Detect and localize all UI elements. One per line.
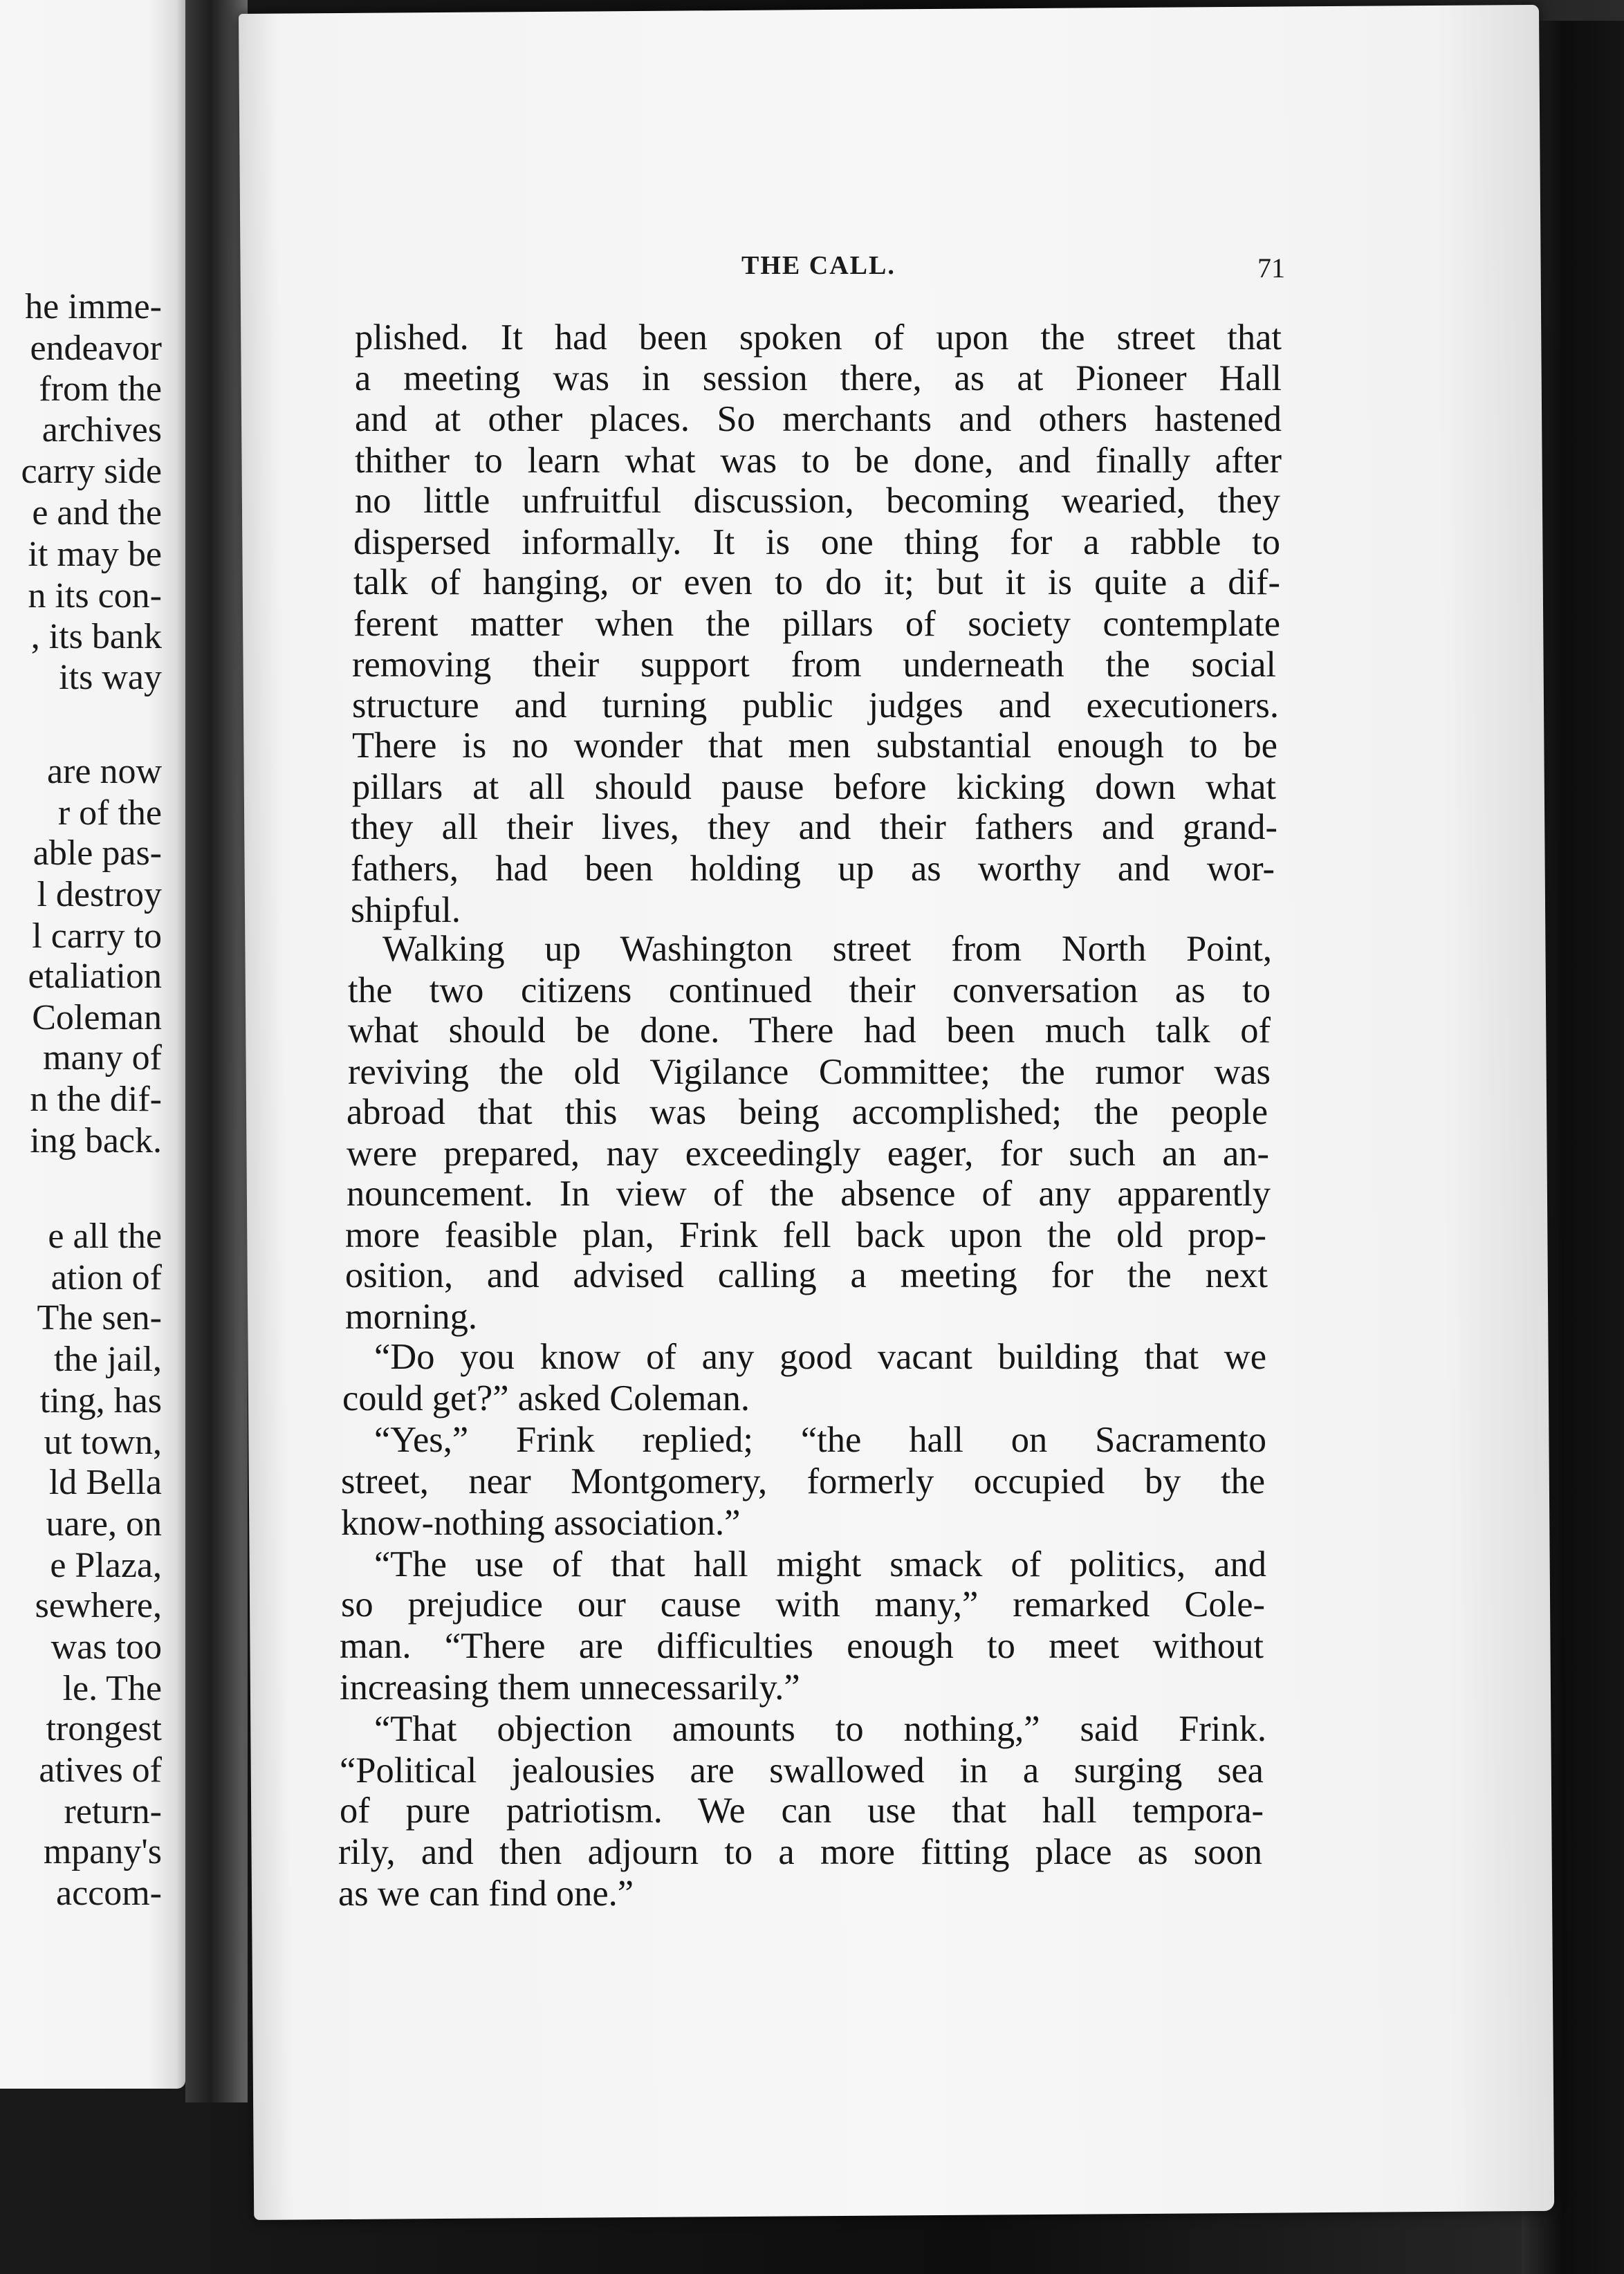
left-page-line: trongest bbox=[46, 1709, 162, 1748]
body-line: as we can find one.” bbox=[338, 1874, 634, 1914]
left-page-line: mpany's bbox=[43, 1832, 162, 1871]
body-line: pillars at all should pause before kicking down what bbox=[352, 767, 1276, 807]
body-line: reviving the old Vigilance Committee; the rumor was bbox=[348, 1052, 1271, 1092]
left-page-line: he imme- bbox=[25, 287, 162, 326]
body-line: Walking up Washington street from North Point, bbox=[382, 929, 1272, 969]
body-line: and at other places. So merchants and others hastened bbox=[355, 399, 1282, 439]
left-page-line: n its con- bbox=[28, 576, 162, 616]
left-page-line: l destroy bbox=[37, 875, 162, 914]
left-page-line: etaliation bbox=[28, 956, 162, 996]
left-page-line: e all the bbox=[48, 1217, 162, 1256]
body-line: ferent matter when the pillars of society contemplate bbox=[353, 604, 1280, 644]
body-line: they all their lives, they and their fathers and grand- bbox=[351, 807, 1277, 847]
left-page-line: archives bbox=[41, 410, 162, 450]
left-page-line: ld Bella bbox=[48, 1463, 162, 1502]
left-page-line: e and the bbox=[32, 493, 162, 533]
left-page-line: endeavor bbox=[30, 329, 162, 368]
body-line: were prepared, nay exceedingly eager, for such an an- bbox=[347, 1134, 1269, 1174]
body-line: abroad that this was being accomplished; the people bbox=[347, 1092, 1268, 1132]
body-line: plished. It had been spoken of upon the street that bbox=[355, 317, 1282, 358]
body-line: a meeting was in session there, as at Pioneer Hall bbox=[355, 358, 1282, 398]
body-line: shipful. bbox=[351, 890, 461, 930]
body-line: “Do you know of any good vacant building that we bbox=[374, 1337, 1266, 1377]
left-page-line: r of the bbox=[57, 793, 162, 833]
body-line: man. “There are difficulties enough to meet without bbox=[340, 1626, 1264, 1666]
body-line: “That objection amounts to nothing,” said Frink. bbox=[374, 1709, 1266, 1749]
left-page-line: accom- bbox=[55, 1874, 162, 1913]
left-page-line: uare, on bbox=[46, 1504, 162, 1544]
body-line: know-nothing association.” bbox=[341, 1503, 741, 1543]
body-line: “Yes,” Frink replied; “the hall on Sacramento bbox=[374, 1420, 1266, 1460]
left-page-line: n the dif- bbox=[30, 1080, 162, 1119]
body-line: no little unfruitful discussion, becoming wearied, they bbox=[355, 481, 1280, 521]
running-head: THE CALL. bbox=[741, 251, 896, 280]
left-page-line: ting, has bbox=[39, 1381, 162, 1421]
left-page-line: are now bbox=[46, 752, 162, 791]
left-page-line: ing back. bbox=[30, 1121, 162, 1161]
left-page-line: ut town, bbox=[44, 1423, 162, 1462]
body-line: of pure patriotism. We can use that hall tempora- bbox=[340, 1791, 1264, 1831]
body-line: street, near Montgomery, formerly occupied by the bbox=[341, 1461, 1265, 1501]
left-page-line: , its bank bbox=[30, 617, 162, 656]
body-line: osition, and advised calling a meeting for the next bbox=[345, 1255, 1268, 1295]
body-line: “The use of that hall might smack of politics, and bbox=[374, 1544, 1266, 1584]
left-page-line: many of bbox=[43, 1038, 162, 1078]
left-page-line: from the bbox=[39, 369, 162, 409]
body-line: talk of hanging, or even to do it; but it is quite a dif- bbox=[353, 562, 1280, 602]
body-line: what should be done. There had been much talk of bbox=[348, 1010, 1271, 1051]
left-page-line: sewhere, bbox=[35, 1586, 162, 1625]
body-line: rily, and then adjourn to a more fitting place as soon bbox=[338, 1832, 1262, 1872]
left-page-line: l carry to bbox=[32, 916, 162, 956]
left-page-line: carry side bbox=[21, 452, 162, 491]
body-line: removing their support from underneath the social bbox=[352, 645, 1276, 685]
left-page-line: the jail, bbox=[54, 1340, 162, 1379]
body-line: so prejudice our cause with many,” remarked Cole- bbox=[341, 1584, 1265, 1625]
body-line: increasing them unnecessarily.” bbox=[340, 1667, 800, 1708]
left-page-line: it may be bbox=[28, 535, 162, 574]
left-page-line: e Plaza, bbox=[50, 1546, 162, 1585]
page-number: 71 bbox=[1257, 252, 1285, 284]
body-line: structure and turning public judges and executioners. bbox=[352, 685, 1279, 725]
body-line: more feasible plan, Frink fell back upon the old prop- bbox=[345, 1215, 1266, 1255]
left-page-line: able pas- bbox=[33, 833, 162, 873]
body-line: could get?” asked Coleman. bbox=[342, 1378, 750, 1418]
body-line: nouncement. In view of the absence of any apparently bbox=[347, 1174, 1271, 1214]
left-page-line: return- bbox=[64, 1792, 162, 1831]
left-page-line: ation of bbox=[50, 1258, 162, 1297]
left-page-line: Coleman bbox=[32, 998, 162, 1037]
body-line: the two citizens continued their conversation as to bbox=[348, 970, 1271, 1010]
left-page-line: its way bbox=[59, 658, 162, 697]
left-page-line: atives of bbox=[39, 1750, 162, 1790]
body-line: There is no wonder that men substantial enough to be bbox=[352, 725, 1277, 766]
body-line: thither to learn what was to be done, and finally after bbox=[355, 441, 1282, 481]
left-page-line: The sen- bbox=[37, 1298, 162, 1338]
body-line: morning. bbox=[345, 1297, 478, 1337]
body-line: dispersed informally. It is one thing for a rabble to bbox=[353, 522, 1280, 562]
body-line: fathers, had been holding up as worthy and wor- bbox=[351, 849, 1275, 889]
left-page-line: le. The bbox=[62, 1669, 162, 1708]
body-line: “Political jealousies are swallowed in a surging sea bbox=[340, 1750, 1264, 1791]
left-page-line: was too bbox=[50, 1627, 162, 1667]
